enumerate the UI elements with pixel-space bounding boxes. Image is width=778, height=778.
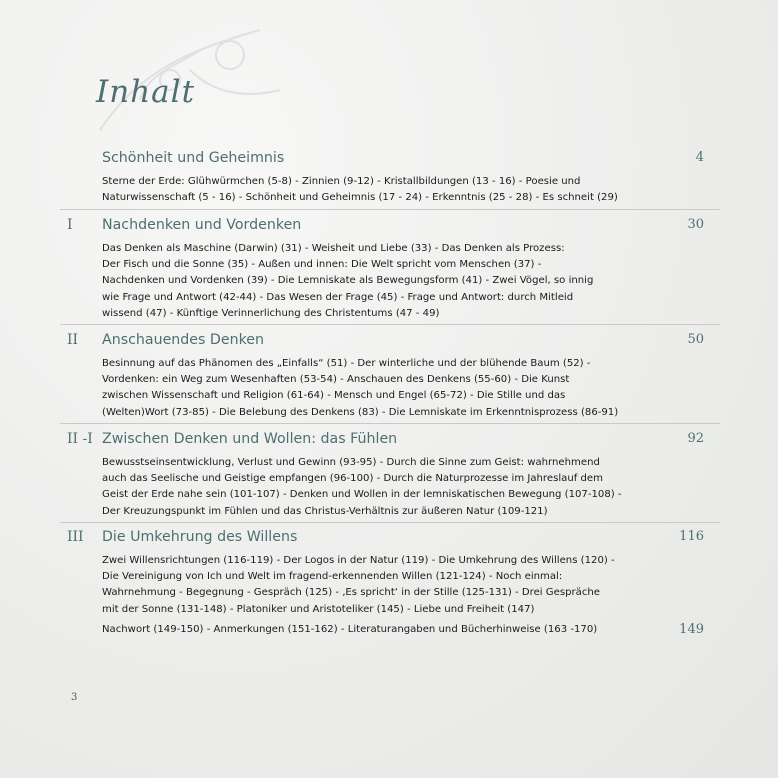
folio-page-number: 3	[71, 692, 78, 703]
section-divider	[60, 209, 720, 210]
section-entries	[102, 553, 702, 618]
section-page-number: 50	[687, 332, 704, 347]
section-page-number: 92	[687, 431, 704, 446]
entry-line: Der Kreuzungspunkt im Fühlen und das Christus-Verhältnis zur äußeren Natur (109-121)	[102, 505, 548, 517]
section-heading[interactable]: Zwischen Denken und Wollen: das Fühlen	[102, 431, 398, 447]
section-divider	[60, 423, 720, 424]
section-entries	[102, 241, 702, 322]
section-numeral: II -I	[67, 431, 93, 447]
entry-line: mit der Sonne (131-148) - Platoniker und Aristoteliker (145) - Liebe und Freiheit (147)	[102, 603, 535, 615]
entry-line: Der Fisch und die Sonne (35) - Außen und innen: Die Welt spricht vom Menschen (37) -	[102, 259, 542, 271]
section-heading[interactable]: Anschauendes Denken	[102, 332, 264, 348]
entry-line: Die Vereinigung von Ich und Welt im fragend-erkennenden Willen (121-124) - Noch einmal:	[102, 571, 563, 583]
entry-line: Geist der Erde nahe sein (101-107) - Denken und Wollen in der lemniskatischen Bewegung (107-108) -	[102, 489, 622, 501]
page-title: Inhalt	[96, 74, 196, 110]
entry-line: Wahrnehmung - Begegnung - Gespräch (125) - ‚Es spricht‘ in der Stille (125-131) - Drei Gespräche	[102, 587, 600, 599]
section-page-number: 30	[687, 217, 704, 232]
section-page-number: 116	[679, 529, 704, 544]
section-page-number: 4	[695, 150, 704, 165]
entry-line: wie Frage und Antwort (42-44) - Das Wesen der Frage (45) - Frage und Antwort: durch Mitleid	[102, 291, 574, 303]
entry-line: Nachdenken und Vordenken (39) - Die Lemniskate als Bewegungsform (41) - Zwei Vögel, so innig	[102, 275, 594, 287]
section-heading[interactable]: Schönheit und Geheimnis	[102, 150, 285, 166]
entry-line: Bewusstseinsentwicklung, Verlust und Gewinn (93-95) - Durch die Sinne zum Geist: wahrnehmend	[102, 457, 600, 468]
section-entries	[102, 455, 702, 520]
entry-line: Naturwissenschaft (5 - 16) - Schönheit und Geheimnis (17 - 24) - Erkenntnis (25 - 28) - Es schneit (29)	[102, 192, 618, 204]
entry-line: wissend (47) - Künftige Verinnerlichung des Christentums (47 - 49)	[102, 307, 440, 319]
nachwort-page-number: 149	[679, 622, 704, 637]
section-heading[interactable]: Nachdenken und Vordenken	[102, 217, 302, 233]
nachwort-entry[interactable]: Nachwort (149-150) - Anmerkungen (151-162) - Literaturangaben und Bücherhinweise (163 -170)	[102, 624, 598, 635]
section-divider	[60, 522, 720, 523]
section-heading[interactable]: Die Umkehrung des Willens	[102, 529, 298, 545]
entry-line: Das Denken als Maschine (Darwin) (31) - Weisheit und Liebe (33) - Das Denken als Prozess:	[102, 243, 565, 254]
section-divider	[60, 324, 720, 325]
section-numeral: III	[67, 529, 84, 545]
entry-line: Zwei Willensrichtungen (116-119) - Der Logos in der Natur (119) - Die Umkehrung des Willens (120) -	[102, 555, 615, 566]
section-entries	[102, 356, 702, 421]
entry-line: Sterne der Erde: Glühwürmchen (5-8) - Zinnien (9-12) - Kristallbildungen (13 - 16) - Poesie und	[102, 176, 581, 187]
section-numeral: II	[67, 332, 79, 348]
entry-line: auch das Seelische und Geistige empfangen (96-100) - Durch die Naturprozesse im Jahreslauf dem	[102, 473, 603, 485]
section-entries	[102, 174, 702, 206]
entry-line: zwischen Wissenschaft und Religion (61-64) - Mensch und Engel (65-72) - Die Stille und das	[102, 390, 566, 402]
entry-line: Vordenken: ein Weg zum Wesenhaften (53-54) - Anschauen des Denkens (55-60) - Die Kunst	[102, 374, 570, 386]
entry-line: (Welten)Wort (73-85) - Die Belebung des Denkens (83) - Die Lemniskate im Erkenntnisprozess (86-91)	[102, 406, 619, 418]
entry-line: Besinnung auf das Phänomen des „Einfalls“ (51) - Der winterliche und der blühende Baum (52) -	[102, 358, 591, 369]
section-numeral: I	[67, 217, 73, 233]
